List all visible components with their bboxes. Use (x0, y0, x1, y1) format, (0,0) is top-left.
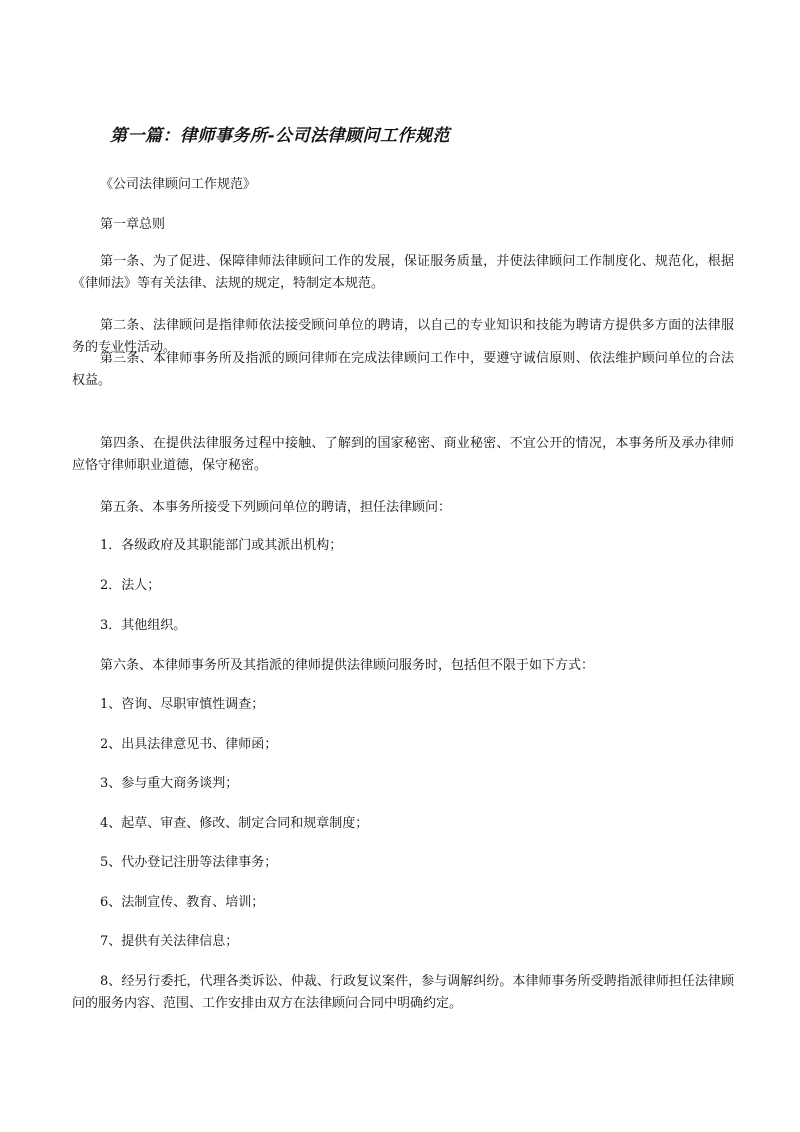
list-item: 1、咨询、尽职审慎性调查； (100, 697, 265, 712)
list-item: 4、起草、审查、修改、制定合同和规章制度； (100, 816, 369, 831)
paragraph: 第三条、本律师事务所及指派的顾问律师在完成法律顾问工作中，要遵守诚信原则、依法维护顾问单位的合法权益。 (72, 351, 734, 388)
list-item: 7、提供有关法律信息； (100, 934, 239, 949)
paragraph: 第一条、为了促进、保障律师法律顾问工作的发展，保证服务质量，并使法律顾问工作制度化、规范化，根据《律师法》等有关法律、法规的规定，特制定本规范。 (72, 254, 734, 291)
paragraph: 第五条、本事务所接受下列顾问单位的聘请，担任法律顾问： (100, 500, 452, 515)
paragraph: 《公司法律顾问工作规范》 (100, 177, 257, 192)
list-item: 2、出具法律意见书、律师函； (100, 737, 278, 752)
list-item: 5、代办登记注册等法律事务； (100, 855, 278, 870)
list-item: 1．各级政府及其职能部门或其派出机构； (100, 538, 343, 553)
list-item: 6、法制宣传、教育、培训； (100, 895, 265, 910)
list-item: 3、参与重大商务谈判； (100, 776, 239, 791)
paragraph: 第二条、法律顾问是指律师依法接受顾问单位的聘请，以自己的专业知识和技能为聘请方提供多方面的法律服务的专业性活动。 (72, 318, 734, 355)
paragraph: 第六条、本律师事务所及其指派的律师提供法律顾问服务时，包括但不限于如下方式： (100, 658, 595, 673)
list-item: 2．法人； (100, 578, 161, 593)
list-item: 3．其他组织。 (100, 618, 187, 633)
paragraph: 第一章总则 (100, 217, 166, 232)
paragraph: 第四条、在提供法律服务过程中接触、了解到的国家秘密、商业秘密、不宜公开的情况，本事务所及承办律师应恪守律师职业道德，保守秘密。 (72, 436, 734, 473)
paragraph: 8、经另行委托，代理各类诉讼、仲裁、行政复议案件，参与调解纠纷。本律师事务所受聘指派律师担任法律顾问的服务内容、范围、工作安排由双方在法律顾问合同中明确约定。 (72, 974, 734, 1011)
document-title: 第一篇：律师事务所-公司法律顾问工作规范 (110, 126, 451, 146)
